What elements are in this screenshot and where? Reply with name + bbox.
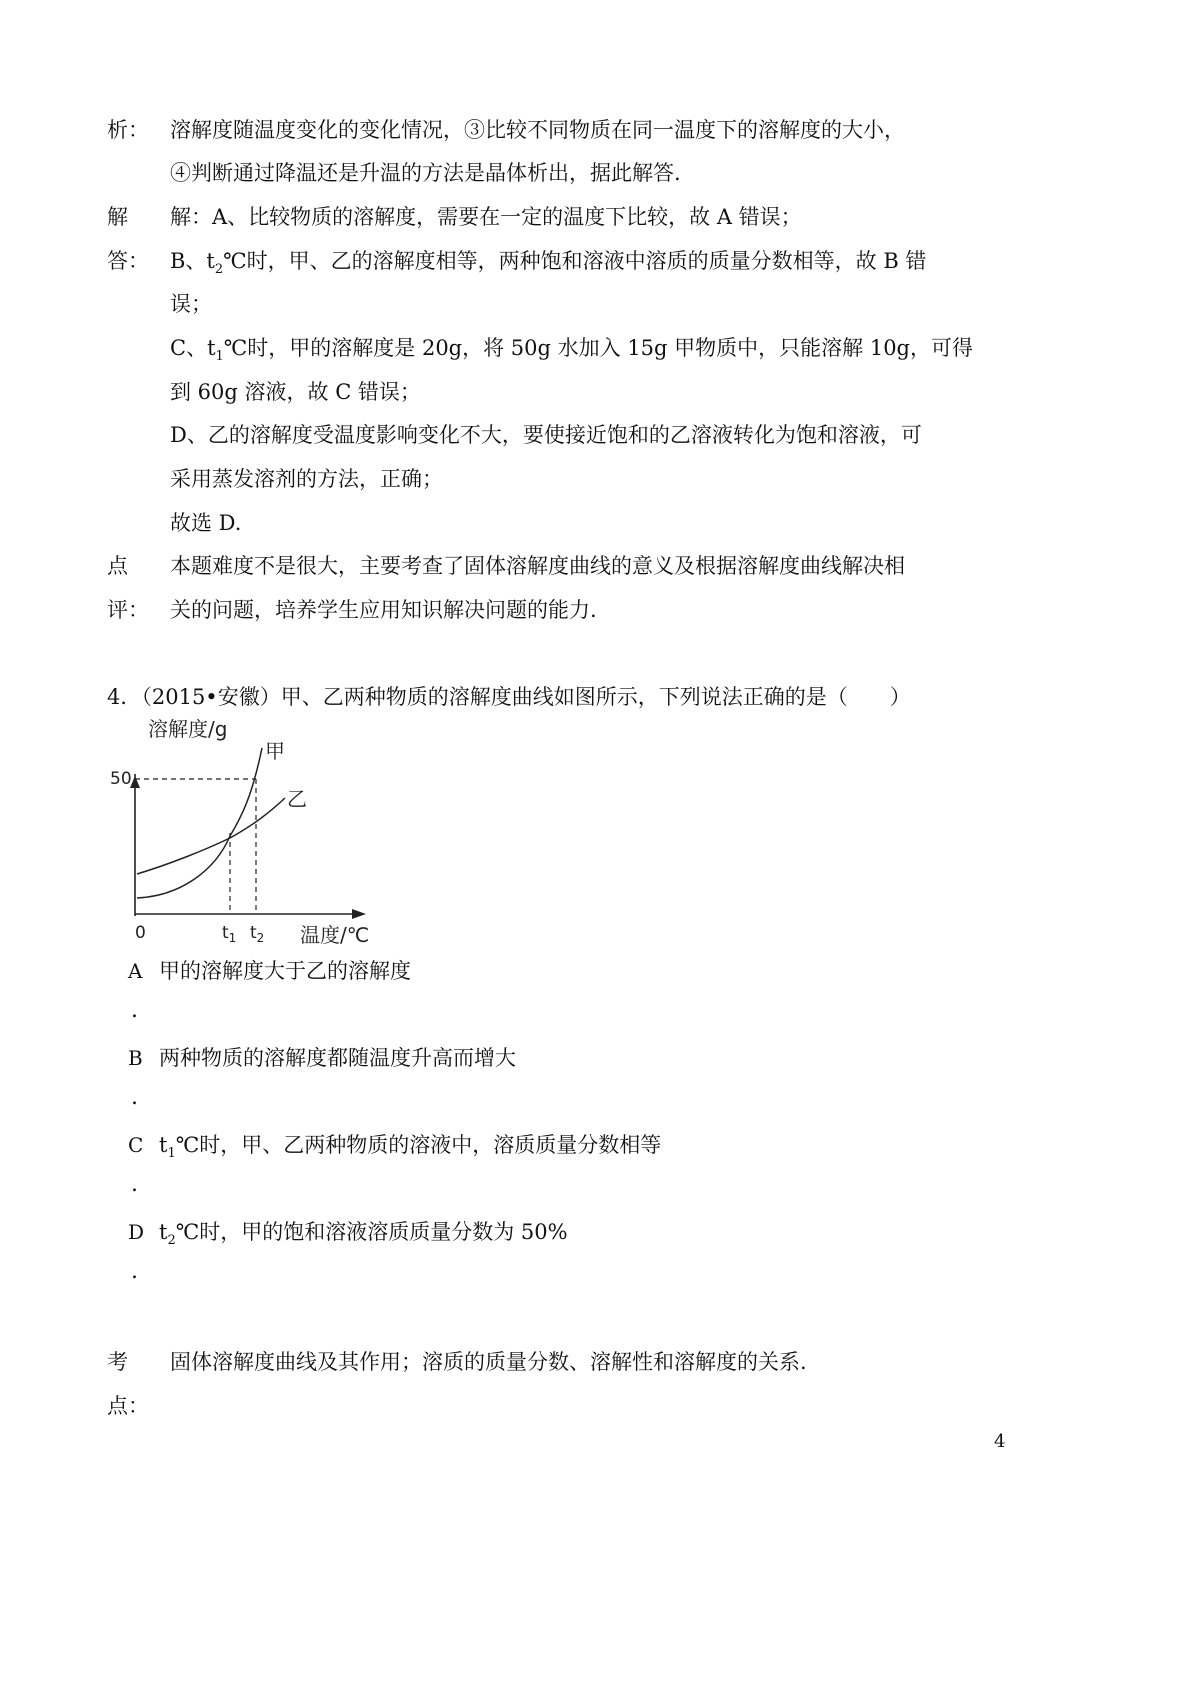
- option-c-letter: C: [128, 1133, 144, 1157]
- option-d-text: $t_2℃$时，甲的饱和溶液溶质质量分数为 50%: [159, 1220, 568, 1248]
- t2-label: $t_2$: [250, 923, 265, 945]
- comment-line-2: 关的问题，培养学生应用知识解决问题的能力.: [170, 598, 597, 622]
- y-axis-label: 溶解度/g: [148, 717, 228, 741]
- x-axis-label: 温度/℃: [300, 923, 370, 947]
- comment-label-dian: 点: [107, 554, 128, 578]
- option-b-text: 两种物质的溶解度都随温度升高而增大: [159, 1046, 516, 1070]
- t1-label: $t_1$: [222, 923, 237, 945]
- solution-option-b-cont: 误；: [170, 292, 212, 316]
- option-a-letter: A: [128, 959, 143, 983]
- option-d-letter: D: [128, 1220, 145, 1244]
- analysis-line-1: 溶解度随温度变化的变化情况，③比较不同物质在同一温度下的溶解度的大小，: [170, 118, 905, 142]
- solution-label-da: 答：: [107, 249, 149, 273]
- option-a-text: 甲的溶解度大于乙的溶解度: [159, 959, 411, 983]
- solution-option-c-cont: 到 60g 溶液，故 C 错误；: [170, 380, 421, 404]
- solution-option-a: 解：A、比较物质的溶解度，需要在一定的温度下比较，故 A 错误；: [170, 205, 802, 229]
- option-b-letter: B: [128, 1046, 143, 1070]
- origin-label: 0: [135, 923, 146, 943]
- page-number: 4: [994, 1431, 1006, 1452]
- solubility-curve-figure: [110, 717, 410, 1036]
- solution-option-d-cont: 采用蒸发溶剂的方法，正确；: [170, 467, 443, 491]
- curve-jia: [137, 748, 262, 898]
- option-a-dot: .: [131, 998, 138, 1023]
- y-tick-50: 50: [110, 769, 132, 789]
- analysis-line-2: ④判断通过降温还是升温的方法是晶体析出，据此解答.: [170, 161, 681, 185]
- comment-line-1: 本题难度不是很大，主要考查了固体溶解度曲线的意义及根据溶解度曲线解决相: [170, 554, 905, 578]
- kaodian-label-kao: 考: [107, 1350, 128, 1374]
- option-c-text: $t_1℃$时，甲、乙两种物质的溶液中，溶质质量分数相等: [159, 1133, 662, 1161]
- solubility-curve-svg: [110, 717, 410, 1036]
- option-d-dot: .: [131, 1259, 138, 1284]
- kaodian-label-dian: 点：: [107, 1394, 149, 1418]
- solution-option-d: D、乙的溶解度受温度影响变化不大，要使接近饱和的乙溶液转化为饱和溶液，可: [170, 423, 922, 447]
- curve-yi: [137, 798, 285, 874]
- comment-label-ping: 评：: [107, 598, 149, 622]
- option-b-dot: .: [131, 1085, 138, 1110]
- solution-option-c: C、$t_1℃$时，甲的溶解度是 20g，将 50g 水加入 15g 甲物质中，只能溶解 10g，可得: [170, 336, 973, 364]
- solution-label-jie: 解: [107, 205, 128, 229]
- curve-yi-label: 乙: [287, 787, 307, 811]
- solution-option-b: B、$t_2℃$时，甲、乙的溶解度相等，两种饱和溶液中溶质的质量分数相等，故 B 错: [170, 249, 927, 277]
- analysis-label: 析：: [107, 118, 149, 142]
- question-stem: 4．（2015•安徽）甲、乙两种物质的溶解度曲线如图所示，下列说法正确的是（ ）: [107, 685, 911, 709]
- solution-choice: 故选 D.: [170, 511, 242, 535]
- kaodian-text: 固体溶解度曲线及其作用；溶质的质量分数、溶解性和溶解度的关系.: [170, 1350, 807, 1374]
- x-axis-arrow: [352, 909, 366, 919]
- curve-jia-label: 甲: [265, 739, 285, 763]
- option-c-dot: .: [131, 1172, 138, 1197]
